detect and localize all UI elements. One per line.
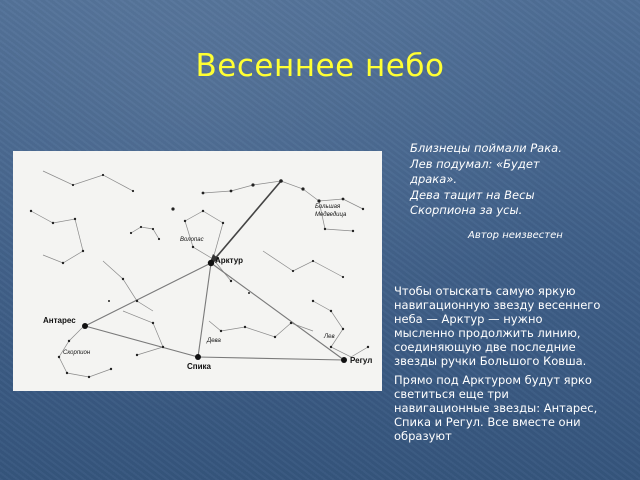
star (222, 222, 224, 224)
star (102, 174, 104, 176)
poem-line: Лев подумал: «Будет (410, 156, 540, 171)
label-bootes: Волопас (180, 237, 204, 243)
star-spica (195, 354, 201, 360)
star (30, 210, 32, 212)
star-map (13, 151, 382, 391)
label-leo: Лев (324, 334, 335, 340)
star (162, 346, 164, 348)
poem-author: Автор неизвестен (468, 229, 563, 241)
poem (410, 141, 630, 243)
line-dipper-to-arcturus (213, 181, 281, 261)
slide-title: Весеннее небо (195, 48, 445, 84)
star (202, 210, 204, 212)
line-spica-regulus (198, 357, 344, 360)
line-serpens (103, 261, 153, 311)
star (342, 328, 344, 330)
star (230, 280, 232, 282)
star (192, 246, 194, 248)
poem-line: драка». (410, 172, 458, 186)
star (274, 336, 276, 338)
star (152, 322, 154, 324)
paragraph-triangle: Прямо под Арктуром будут ярко светиться еще три навигационные звезды: Антарес, Спика и Регул. Все вместе они образуют (394, 373, 598, 443)
star (230, 190, 233, 193)
star (110, 368, 112, 370)
label-big-dipper: Большая Медведица (315, 204, 347, 218)
star (342, 276, 344, 278)
star (158, 238, 160, 240)
pointer-line (213, 181, 281, 261)
paragraph-arcturus: Чтобы отыскать самую яркую навигационную звезду весеннего неба — Арктур — нужно мысленно продолжить линию, соединяющую две последние звезды ручки Большого Ковша. (394, 284, 601, 368)
star (122, 278, 124, 280)
label-regulus: Регул (350, 356, 373, 365)
star (136, 354, 138, 356)
star-regulus (341, 357, 347, 363)
star (352, 230, 354, 232)
star (184, 220, 186, 222)
star (74, 218, 76, 220)
line-antares-spica (85, 326, 198, 357)
star (136, 300, 138, 302)
star (342, 198, 345, 201)
bright-stars (82, 260, 347, 363)
star (301, 187, 304, 190)
line-arcturus-regulus (211, 263, 344, 360)
star (72, 184, 74, 186)
poem-line: Дева тащит на Весы (410, 187, 535, 202)
star (362, 208, 364, 210)
star (62, 262, 64, 264)
star (367, 346, 369, 348)
star (279, 179, 283, 183)
star (248, 292, 250, 294)
star (152, 228, 154, 230)
star (130, 232, 132, 234)
star (330, 346, 332, 348)
line-misc (43, 171, 133, 191)
line-bootes (185, 211, 231, 281)
line-virgo (209, 321, 313, 337)
line-corona (131, 227, 159, 239)
star (88, 376, 90, 378)
body-text (394, 284, 602, 448)
star (324, 228, 326, 230)
star (82, 250, 84, 252)
star (132, 190, 134, 192)
star (251, 183, 254, 186)
label-spica: Спика (187, 362, 211, 371)
star (52, 222, 54, 224)
star (140, 226, 142, 228)
star (292, 270, 294, 272)
label-virgo: Дева (207, 338, 221, 344)
poem-line: Скорпиона за усы. (410, 203, 523, 217)
star (290, 322, 292, 324)
star (66, 372, 68, 374)
star (330, 310, 332, 312)
line-misc-2 (263, 251, 343, 277)
line-leo (313, 301, 368, 357)
star-antares (82, 323, 88, 329)
label-scorpius: Скорпион (63, 350, 91, 356)
star (312, 300, 314, 302)
star (171, 207, 174, 210)
star (312, 260, 314, 262)
star (220, 330, 222, 332)
star (108, 300, 110, 302)
star (244, 326, 246, 328)
line-arcturus-antares (85, 263, 211, 326)
line-libra (123, 311, 163, 355)
label-antares: Антарес (43, 316, 76, 325)
star-arcturus (208, 260, 214, 266)
poem-line: Близнецы поймали Рака. (410, 141, 562, 155)
star (202, 192, 205, 195)
star (58, 356, 60, 358)
label-arcturus: Арктур (215, 256, 244, 265)
star (68, 340, 70, 342)
